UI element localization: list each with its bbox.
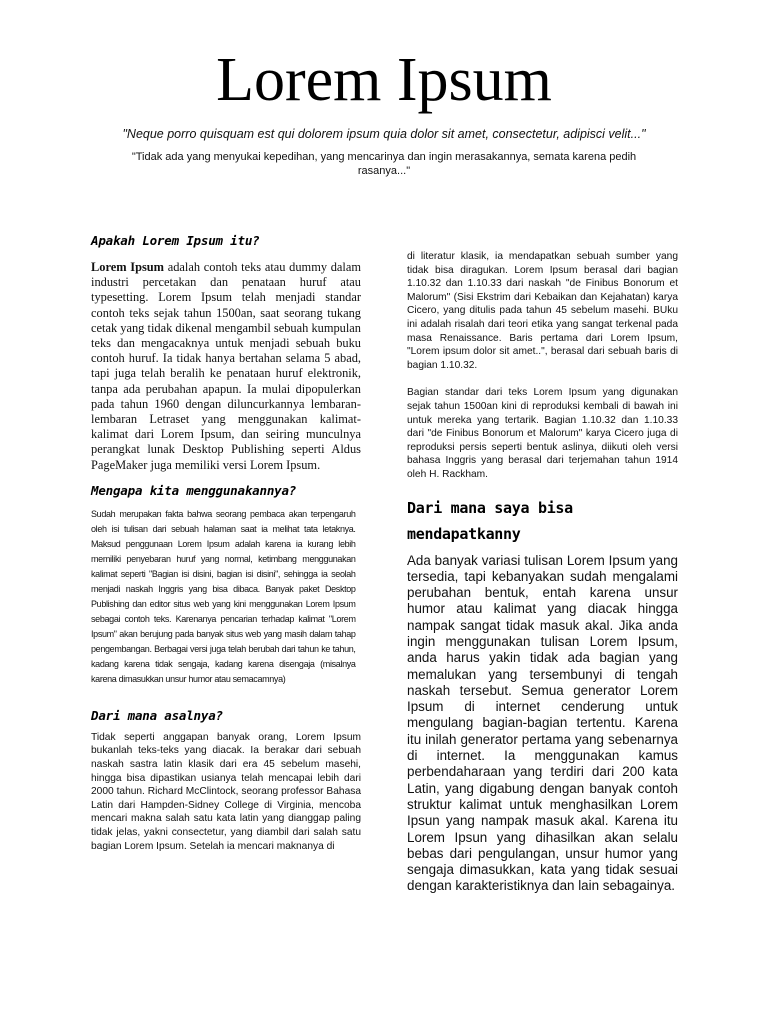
- heading-apakah: Apakah Lorem Ipsum itu?: [91, 233, 260, 248]
- paragraph-mengapa: Sudah merupakan fakta bahwa seorang pembaca akan terpengaruh oleh isi tulisan dari sebuah halaman saat ia melihat tata letaknya. Maksud penggunaan Lorem Ipsum adalah karena ia kurang lebih memiliki penyebaran huruf yang normal, ketimbang menggunakan kalimat seperti "Bagian isi disini, bagian isi disini", sehingga ia seolah menjadi naskah Inggris yang bisa dibaca. Banyak paket Desktop Publishing dan editor situs web yang kini menggunakan Lorem Ipsum sebagai contoh teks. Karenanya pencarian terhadap kalimat "Lorem Ipsum" akan berujung pada banyak situs web yang masih dalam tahap pengembangan. Berbagai versi juga telah berubah dari tahun ke tahun, kadang karena tidak sengaja, kadang karena disengaja (misalnya karena dimasukkan unsur humor atau semacamnya): [91, 508, 356, 684]
- translated-quote: "Tidak ada yang menyukai kepedihan, yang mencarinya dan ingin merasakannya, semata karena pedih rasanya...": [131, 151, 637, 177]
- latin-quote: "Neque porro quisquam est qui dolorem ipsum quia dolor sit amet, consectetur, adipisci velit...": [122, 127, 646, 141]
- paragraph-asal-right-2: Bagian standar dari teks Lorem Ipsum yang digunakan sejak tahun 1500an kini di reproduksi kembali di bawah ini untuk mereka yang tertarik. Bagian 1.10.32 dan 1.10.33 dari "de Finibus Bonorum et Malorum" karya Cicero juga di reproduksi persis seperti bentuk aslinya, diikuti oleh versi bahasa Inggris yang berasal dari terjemahan tahun 1914 oleh H. Rackham.: [407, 387, 678, 480]
- left-column: [91, 232, 361, 853]
- heading-asal: Dari mana asalnya?: [91, 707, 223, 723]
- heading-mengapa: Mengapa kita menggunakannya?: [91, 482, 297, 498]
- paragraph-apakah-body: adalah contoh teks atau dummy dalam industri percetakan dan penataan huruf atau typesetting. Lorem Ipsum telah menjadi standar contoh teks sejak tahun 1500an, saat seorang tukang cetak yang tidak dikenal mengambil sebuah kumpulan teks dan mengacaknya untuk menjadi sebuah buku contoh huruf. Ia tidak hanya bertahan selama 5 abad, tapi juga telah beralih ke penataan huruf elektronik, tanpa ada perubahan apapun. Ia mulai dipopulerkan pada tahun 1960 dengan diluncurkannya lembaran-lembaran Letraset yang menggunakan kalimat-kalimat dari Lorem Ipsum, dan seiring munculnya perangkat lunak Desktop Publishing seperti Aldus PageMaker juga memiliki versi Lorem Ipsum.: [91, 260, 362, 472]
- paragraph-dapat: Ada banyak variasi tulisan Lorem Ipsum yang tersedia, tapi kebanyakan sudah mengalami perubahan bentuk, entah karena unsur humor atau kalimat yang diacak hingga nampak sangat tidak masuk akal. Jika anda ingin menggunakan tulisan Lorem Ipsum, anda harus yakin tidak ada bagian yang memalukan yang tersembunyi di tengah naskah tersebut. Semua generator Lorem Ipsum di internet cenderung untuk mengulang bagian-bagian tertentu. Karena itu inilah generator pertama yang sebenarnya di internet. Ia menggunakan kamus perbendaharaan yang terdiri dari 200 kata Latin, yang digabung dengan banyak contoh struktur kalimat untuk menghasilkan Lorem Ipsun yang nampak masuk akal. Karena itu Lorem Ipsun yang dihasilkan akan selalu bebas dari pengulangan, unsur humor yang sengaja dimasukkan, kata yang tidak sesuai dengan karakteristiknya dan lain sebagainya.: [407, 552, 678, 894]
- right-column: [407, 250, 678, 895]
- paragraph-asal-left: Tidak seperti anggapan banyak orang, Lorem Ipsum bukanlah teks-teks yang diacak. Ia berakar dari sebuah naskah sastra latin klasik dari era 45 sebelum masehi, hingga bisa dipastikan usianya telah mencapai lebih dari 2000 tahun. Richard McClintock, seorang professor Bahasa Latin dari Hampden-Sidney College di Virginia, mencoba mencari makna salah satu kata latin yang dianggap paling tidak jelas, yakni consectetur, yang diambil dari salah satu bagian Lorem Ipsum. Setelah ia mencari maknanya di: [91, 731, 361, 852]
- paragraph-apakah: [91, 260, 361, 473]
- heading-dapat: Dari mana saya bisa mendapatkanny: [407, 498, 573, 543]
- paragraph-asal-right-1: di literatur klasik, ia mendapatkan sebuah sumber yang tidak bisa diragukan. Lorem Ipsum berasal dari bagian 1.10.32 dan 1.10.33 dari naskah "de Finibus Bonorum et Malorum" (Sisi Ekstrim dari Kebaikan dan Kejahatan) karya Cicero, yang ditulis pada tahun 45 sebelum masehi. BUku ini adalah risalah dari teori etika yang sangat terkenal pada masa Renaissance. Baris pertama dari Lorem Ipsum, "Lorem ipsum dolor sit amet..", berasal dari sebuah baris di bagian 1.10.32.: [407, 251, 678, 371]
- page-title: Lorem Ipsum: [216, 46, 552, 114]
- lorem-ipsum-lead: Lorem Ipsum: [91, 260, 165, 274]
